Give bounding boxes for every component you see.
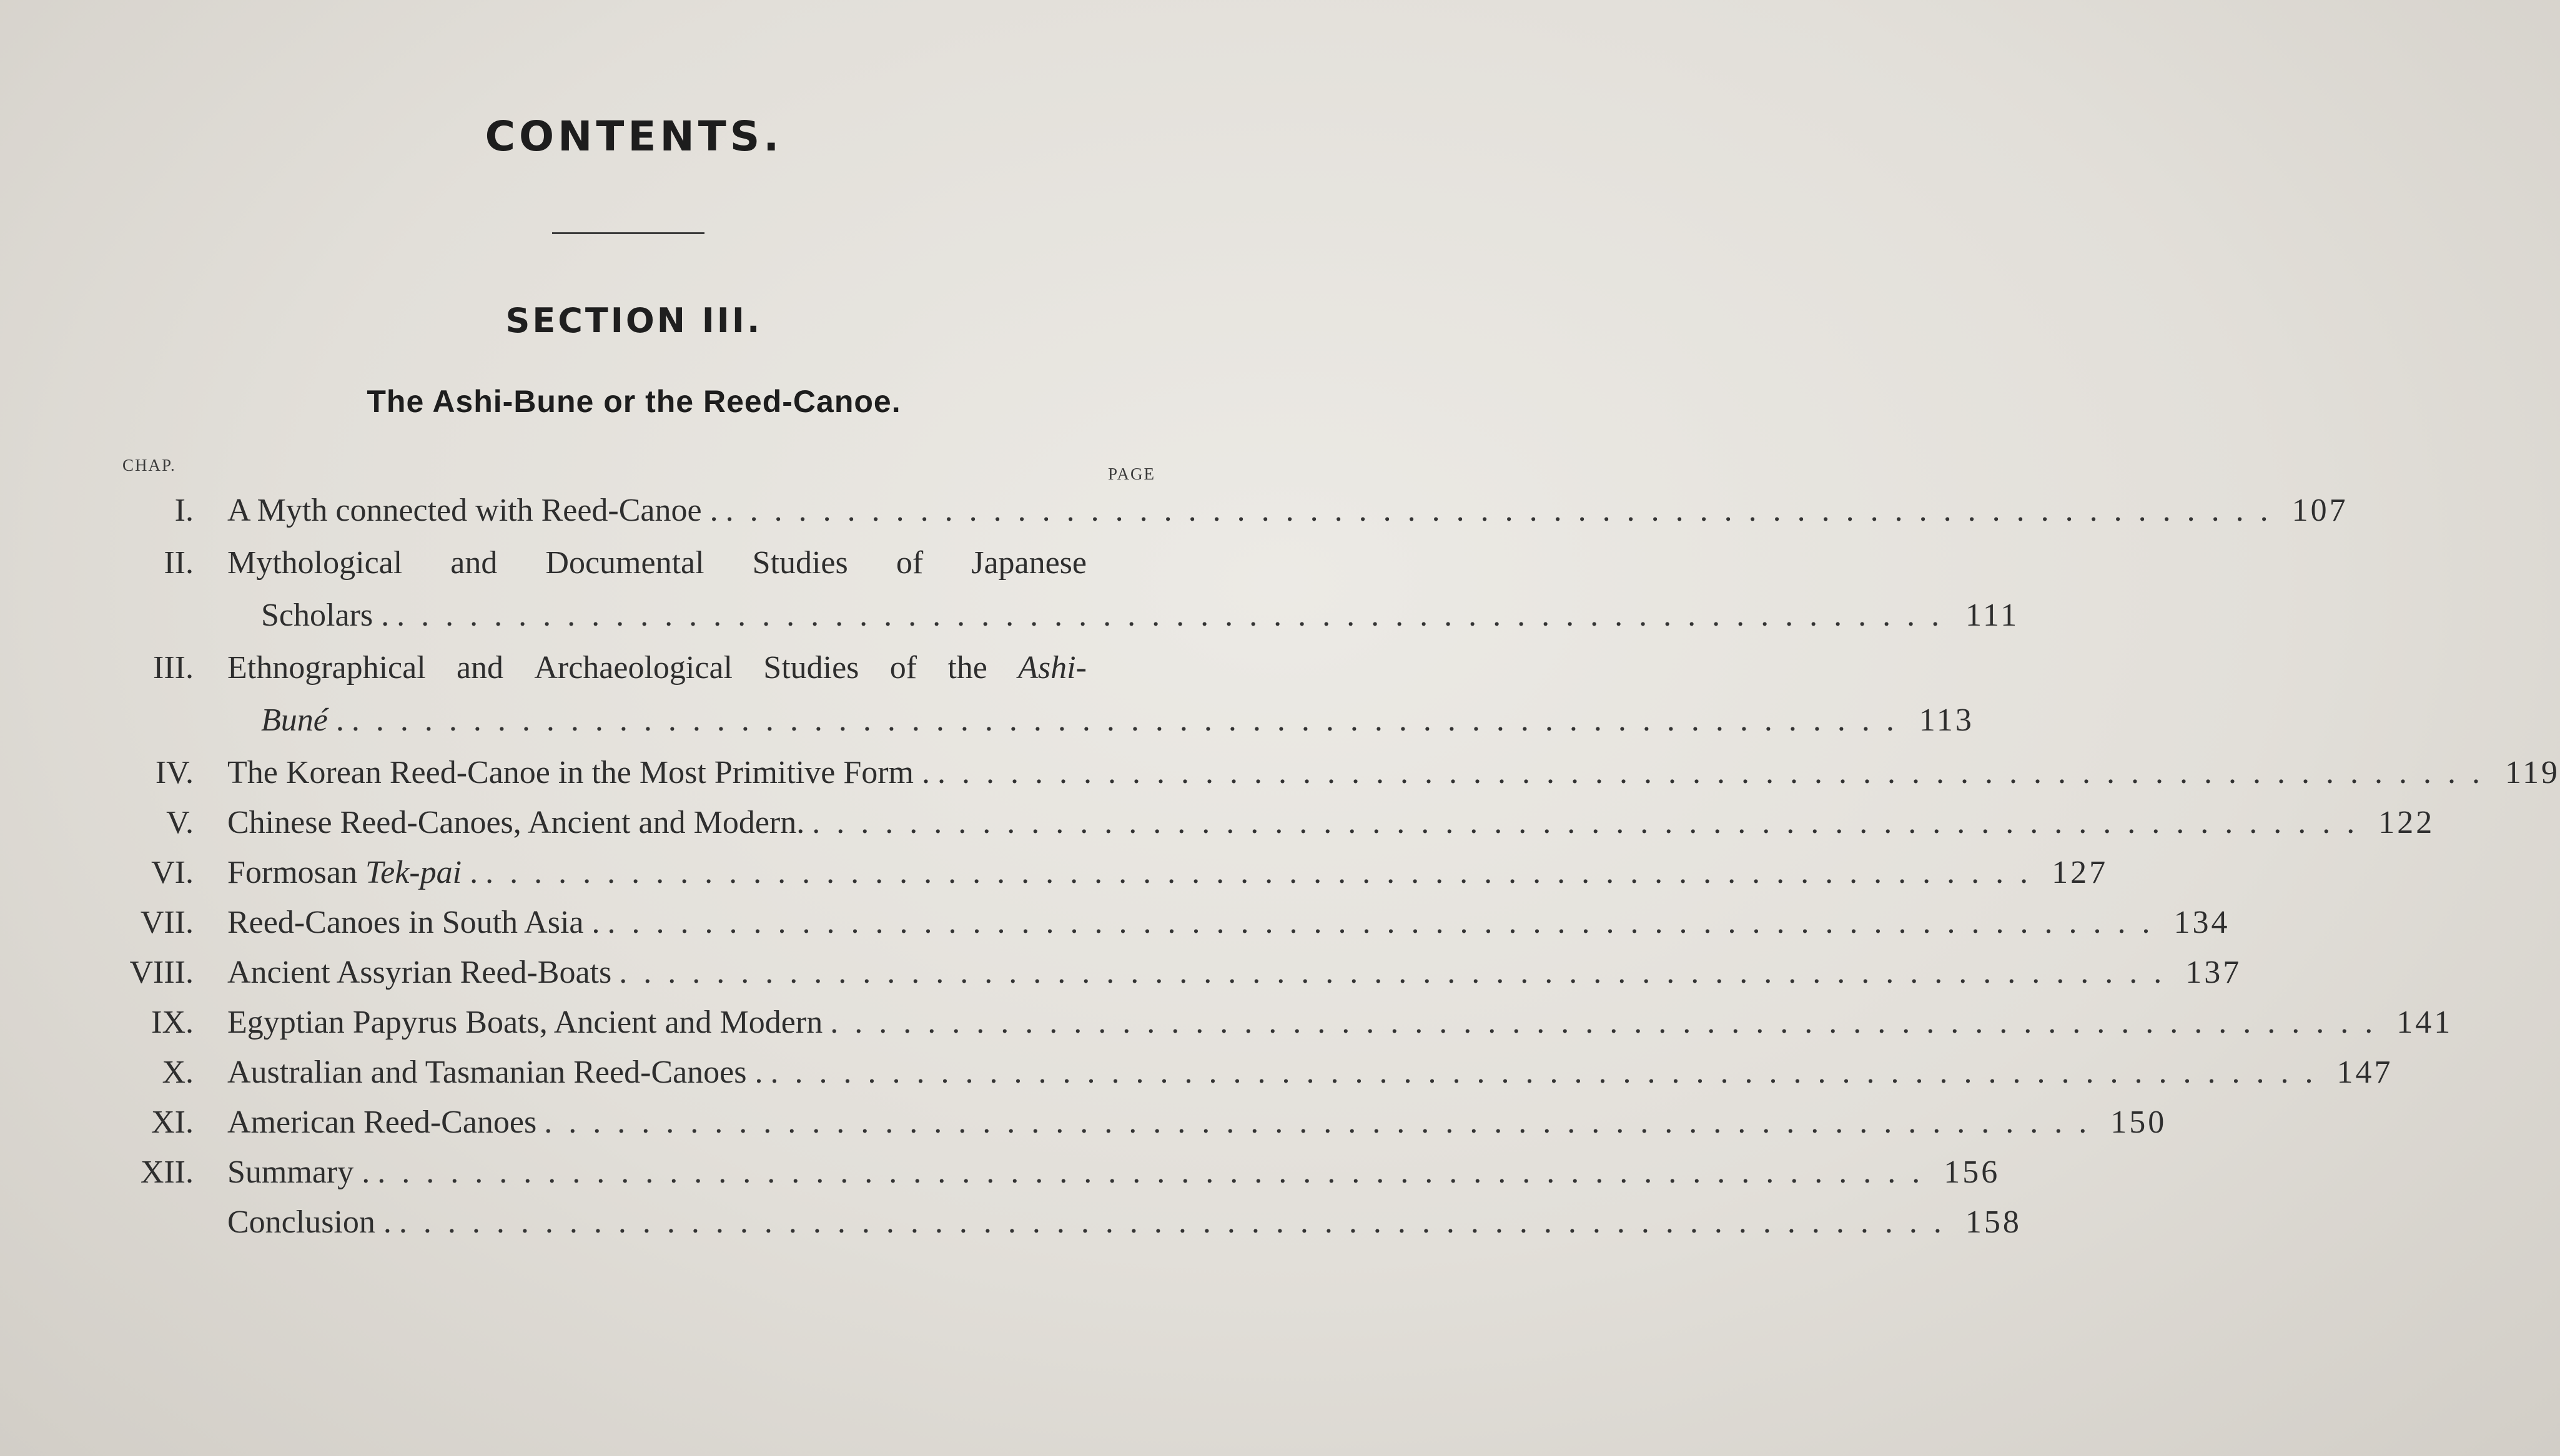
chapter-number: IV.	[155, 755, 194, 790]
dot-leader: ................................................................	[544, 1104, 2103, 1140]
chapter-title: Ethnographical and Archaeological Studies of the Ashi-	[227, 650, 1087, 686]
page-number: 119	[2504, 755, 2560, 790]
chapter-title: Australian and Tasmanian Reed-Canoes .	[227, 1055, 763, 1090]
dot-leader: ................................................................	[812, 805, 2371, 840]
dot-leader: ................................................................	[770, 1055, 2330, 1090]
chapter-number: VIII.	[129, 955, 194, 990]
dot-leader: ................................................................	[351, 702, 1910, 738]
dot-leader: ................................................................	[377, 1154, 1937, 1190]
chapter-title: Formosan Tek-pai .	[227, 855, 478, 890]
dot-leader: ................................................................	[607, 905, 2167, 940]
page-number: 150	[2110, 1104, 2167, 1140]
chapter-title: American Reed-Canoes	[227, 1104, 537, 1140]
page-number: 113	[1919, 702, 1974, 738]
page-column-label: PAGE	[1108, 465, 1156, 483]
chapter-title-continued: Scholars .	[261, 598, 390, 633]
chapter-title: Reed-Canoes in South Asia .	[227, 905, 600, 940]
chapter-title-continued: Buné .	[261, 702, 344, 738]
page-number: 147	[2336, 1055, 2393, 1090]
section-heading: SECTION III.	[505, 301, 763, 340]
page-number: 141	[2396, 1005, 2453, 1040]
chapter-title: Conclusion .	[227, 1204, 392, 1240]
page-number: 137	[2185, 955, 2242, 990]
dot-leader: ................................................................	[619, 955, 2178, 990]
chapter-number: III.	[153, 650, 194, 686]
chapter-number: IX.	[151, 1005, 194, 1040]
dot-leader: ................................................................	[485, 855, 2045, 890]
chapter-title: Ancient Assyrian Reed-Boats	[227, 955, 612, 990]
chapter-number: VII.	[140, 905, 194, 940]
chapter-title: Mythological and Documental Studies of Japanese	[227, 545, 1087, 581]
page-number: 127	[2052, 855, 2108, 890]
dot-leader: ................................................................	[397, 598, 1956, 633]
chapter-title: Summary .	[227, 1154, 370, 1190]
chapter-number: II.	[164, 545, 194, 581]
chapter-title: Chinese Reed-Canoes, Ancient and Modern.	[227, 805, 805, 840]
chapter-number: X.	[162, 1055, 194, 1090]
dot-leader: ................................................................	[398, 1204, 1958, 1240]
page-number: 134	[2173, 905, 2230, 940]
page-number: 156	[1944, 1154, 2000, 1190]
dot-leader: ................................................................	[937, 755, 2497, 790]
dot-leader: ................................................................	[830, 1005, 2389, 1040]
section-subtitle: The Ashi-Bune or the Reed-Canoe.	[367, 384, 901, 419]
chapter-number: XII.	[140, 1154, 194, 1190]
page-number: 158	[1965, 1204, 2022, 1240]
chap-column-label: CHAP.	[122, 456, 176, 475]
chapter-title: The Korean Reed-Canoe in the Most Primitive Form .	[227, 755, 931, 790]
chapter-number: I.	[174, 493, 194, 528]
page-title: CONTENTS.	[485, 112, 783, 160]
page-number: 107	[2291, 493, 2348, 528]
page-number: 122	[2378, 805, 2435, 840]
dot-leader: ................................................................	[725, 493, 2285, 528]
chapter-number: XI.	[151, 1104, 194, 1140]
chapter-number: VI.	[151, 855, 194, 890]
chapter-title: A Myth connected with Reed-Canoe .	[227, 493, 718, 528]
chapter-number: V.	[166, 805, 194, 840]
chapter-title: Egyptian Papyrus Boats, Ancient and Modern	[227, 1005, 823, 1040]
page-number: 111	[1965, 598, 2020, 633]
